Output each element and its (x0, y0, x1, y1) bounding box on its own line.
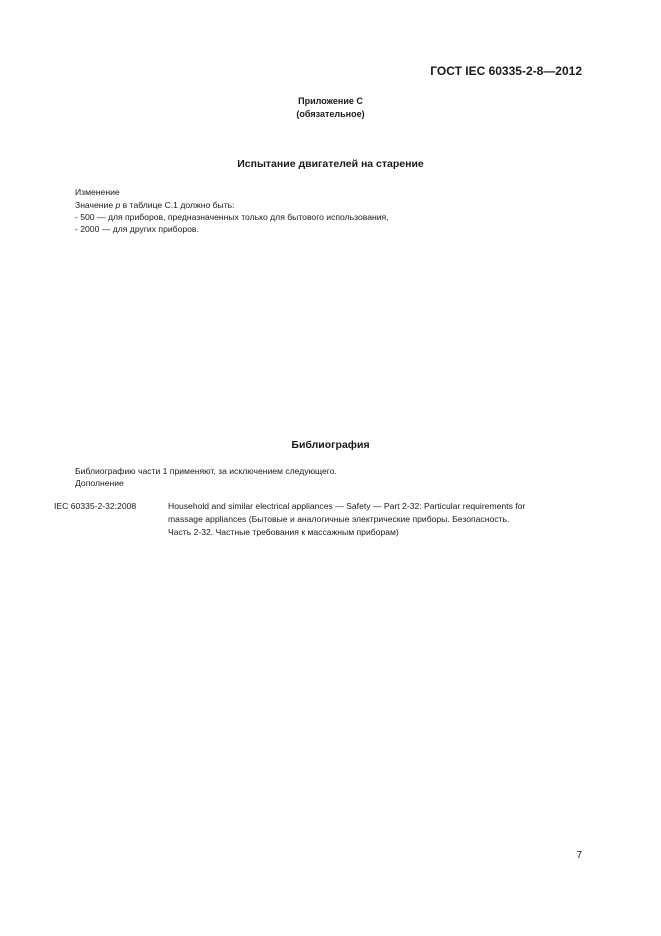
value-line-before: Значение (75, 200, 116, 210)
bibliography-intro: Библиографию части 1 применяют, за исключением следующего. (75, 466, 337, 476)
page-number: 7 (576, 850, 582, 861)
annex-status: (обязательное) (296, 109, 365, 119)
document-header: ГОСТ IEC 60335-2-8—2012 (430, 64, 582, 78)
list-item: - 500 — для приборов, предназначенных только для бытового использования, (75, 212, 389, 222)
reference-line: massage appliances (Бытовые и аналогичные электрические приборы. Безопасность. (168, 514, 510, 524)
bibliography-title: Библиография (291, 439, 370, 451)
reference-text (168, 500, 578, 539)
annex-title: Приложение С (298, 96, 363, 106)
change-label: Изменение (75, 187, 120, 197)
list-item: - 2000 — для других приборов. (75, 224, 199, 234)
reference-line: Часть 2-32. Частные требования к массажным приборам) (168, 527, 399, 537)
reference-line: Household and similar electrical appliances — Safety — Part 2-32: Particular requirements for (168, 501, 526, 511)
value-line-after: в таблице С.1 должно быть: (120, 200, 235, 210)
reference-id: IEC 60335-2-32:2008 (54, 501, 137, 511)
annex-heading: Испытание двигателей на старение (237, 158, 424, 170)
addition-label: Дополнение (75, 478, 124, 488)
value-symbol: p (115, 200, 121, 210)
